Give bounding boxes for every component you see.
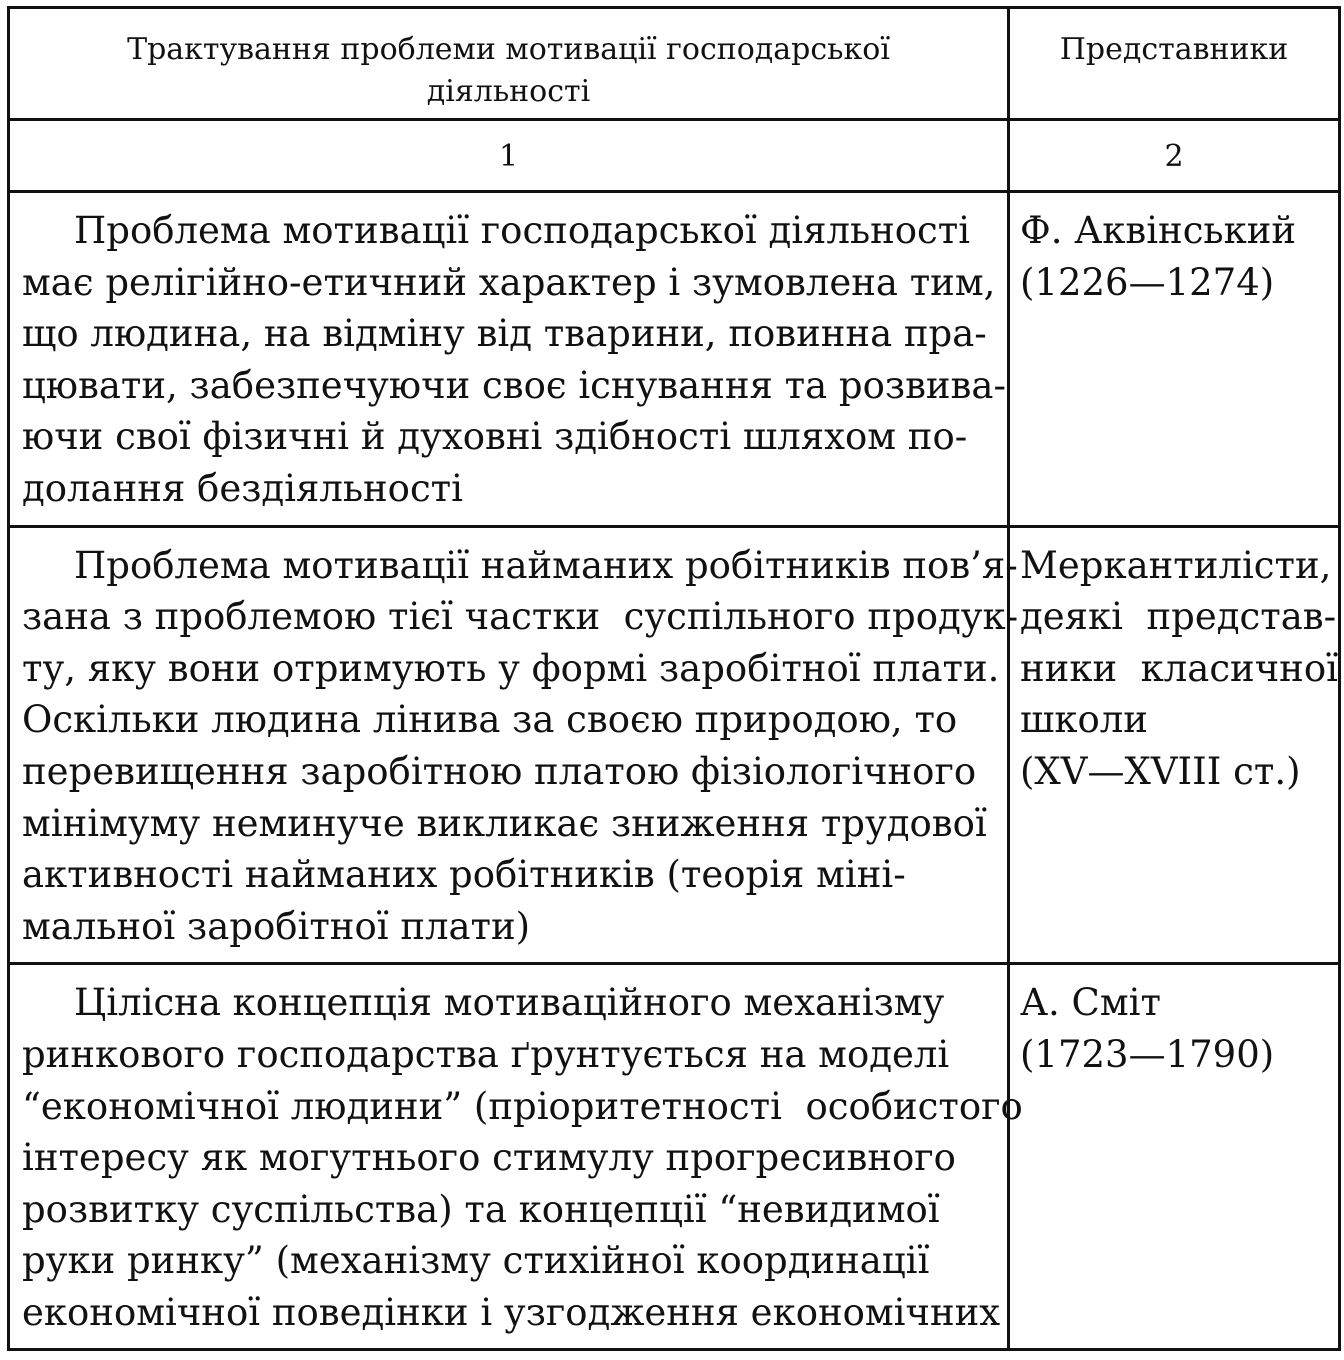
representatives-cell — [1009, 192, 1340, 527]
interpretation-cell — [9, 526, 1019, 964]
header-interpretation — [9, 8, 1009, 120]
interpretation-cell — [9, 192, 1009, 527]
header-line: Трактування проблеми мотивації господарської — [127, 32, 890, 67]
text-line: активності найманих робітників (теорія міні- — [22, 853, 906, 897]
column-number-1: 1 — [9, 120, 1009, 192]
rep-line: школи — [1020, 698, 1148, 742]
text-line: ючи свої фізичні й духовні здібності шляхом по- — [22, 415, 968, 459]
text-line: Проблема мотивації найманих робітників пов’я- — [74, 543, 1018, 587]
motivation-theories-table — [7, 6, 1341, 1351]
text-line: зана з проблемою тієї частки суспільного продук- — [22, 595, 1019, 639]
rep-line: А. Сміт — [1020, 981, 1161, 1025]
text-line: Цілісна концепція мотиваційного механізму — [74, 981, 945, 1025]
table-row — [9, 192, 1340, 527]
column-number-row — [9, 120, 1340, 192]
text-line: цювати, забезпечуючи своє існування та розвива- — [22, 363, 1006, 407]
rep-line: (1226—1274) — [1020, 260, 1275, 304]
text-line: мальної заробітної плати) — [22, 904, 531, 948]
rep-line: деякі представ- — [1020, 595, 1337, 639]
text-line: перевищення заробітною платою фізіологічного — [22, 749, 977, 793]
representatives-cell — [1009, 964, 1340, 1350]
rep-line: Меркантилісти, — [1020, 543, 1332, 587]
text-line: ту, яку вони отримують у формі заробітної плати. — [22, 646, 1000, 690]
text-line: має релігійно-етичний характер і зумовлена тим, — [22, 260, 996, 304]
text-line: Проблема мотивації господарської діяльності — [74, 209, 971, 252]
text-line: економічної поведінки і узгодження економічних — [22, 1290, 1001, 1334]
column-number-2: 2 — [1009, 120, 1340, 192]
text-line: “економічної людини” (пріоритетності особистого — [22, 1084, 1023, 1128]
text-line: інтересу як могутнього стимулу прогресивного — [22, 1136, 956, 1180]
table-row — [9, 964, 1340, 1350]
text-line: долання бездіяльності — [22, 466, 463, 510]
header-row — [9, 8, 1340, 120]
text-line: Оскільки людина лінива за своєю природою, то — [22, 698, 958, 742]
header-representatives: Представники — [1009, 8, 1340, 120]
header-line: діяльності — [426, 74, 591, 109]
rep-line: (XV—XVIII ст.) — [1020, 749, 1301, 793]
text-line: ринкового господарства ґрунтується на моделі — [22, 1032, 950, 1076]
text-line: розвитку суспільства) та концепції “невидимої — [22, 1187, 940, 1231]
text-line: мінімуму неминуче викликає зниження трудової — [22, 801, 987, 845]
interpretation-cell — [9, 964, 1023, 1350]
text-line: руки ринку” (механізму стихійної координації — [22, 1239, 930, 1283]
rep-line: (1723—1790) — [1020, 1032, 1275, 1076]
representatives-cell — [1009, 526, 1340, 964]
table-row — [9, 526, 1340, 964]
rep-line: ники класичної — [1020, 646, 1338, 690]
text-line: що людина, на відміну від тварини, повинна пра- — [22, 312, 987, 356]
rep-line: Ф. Аквінський — [1020, 209, 1297, 252]
